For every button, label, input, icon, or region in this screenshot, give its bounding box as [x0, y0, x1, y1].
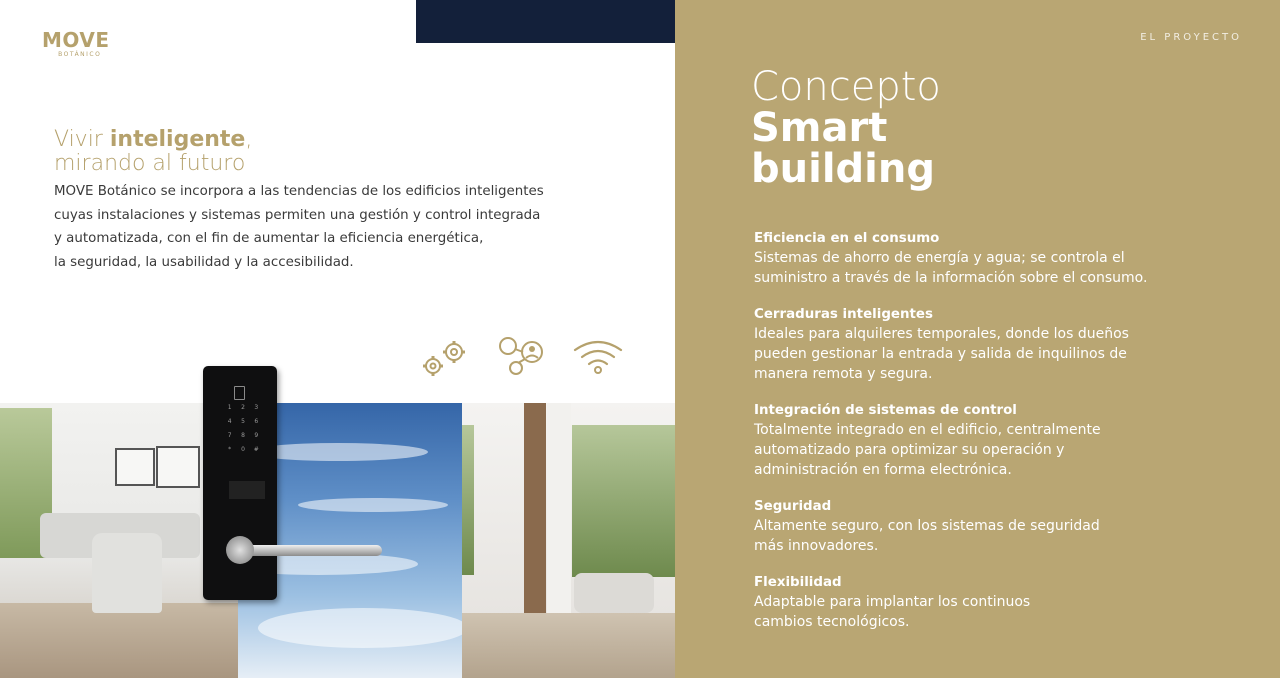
section-label: EL PROYECTO — [1140, 32, 1242, 43]
feature-line: automatizado para optimizar su operación y — [754, 442, 1065, 458]
intro-line: cuyas instalaciones y sistemas permiten una gestión y control integrada — [54, 207, 541, 223]
keypad-key: 2 — [241, 404, 245, 411]
feature-line: Sistemas de ahorro de energía y agua; se controla el — [754, 250, 1125, 266]
lock-display — [229, 481, 265, 499]
hallway-photo — [462, 403, 675, 678]
feature-line: Altamente seguro, con los sistemas de seguridad — [754, 518, 1100, 534]
keypad-key: 0 — [241, 446, 245, 453]
keypad-key: 9 — [254, 432, 259, 439]
floor — [0, 603, 240, 678]
feature-item — [754, 230, 1254, 288]
lock-handle-base — [226, 536, 254, 564]
cloud — [258, 608, 462, 648]
intro-line: la seguridad, la usabilidad y la accesibilidad. — [54, 254, 354, 270]
feature-line: más innovadores. — [754, 538, 879, 554]
headline-line2: mirando al futuro — [54, 151, 246, 176]
gears-icon — [418, 340, 470, 376]
wall-frame — [115, 448, 155, 486]
keypad-key: 8 — [241, 432, 245, 439]
chair — [92, 533, 162, 613]
page-title-line3: building — [751, 146, 935, 192]
logo-sub-text: BOTÁNICO — [58, 51, 102, 58]
feature-list — [754, 230, 1254, 650]
keypad-key: 4 — [227, 418, 232, 425]
card-sensor-icon — [234, 386, 245, 400]
feature-line: administración en forma electrónica. — [754, 462, 1012, 478]
brand-logo[interactable] — [42, 29, 110, 59]
intro-paragraph — [54, 180, 654, 274]
navy-accent-bar — [416, 0, 675, 43]
intro-line: MOVE Botánico se incorpora a las tendencias de los edificios inteligentes — [54, 184, 544, 199]
feature-item — [754, 306, 1254, 384]
headline-post: , — [245, 127, 253, 152]
keypad-key: 7 — [227, 432, 232, 439]
wall-frame — [156, 446, 200, 488]
floor — [462, 613, 675, 678]
feature-title: Seguridad — [754, 499, 832, 514]
chair — [574, 573, 654, 613]
lock-keypad — [223, 404, 263, 453]
feature-item — [754, 574, 1254, 632]
keypad-key: * — [228, 446, 232, 453]
feature-item — [754, 402, 1254, 480]
feature-title: Integración de sistemas de control — [754, 403, 1017, 418]
keypad-key: # — [253, 446, 259, 453]
feature-line: pueden gestionar la entrada y salida de inquilinos de — [754, 346, 1127, 362]
feature-line: Totalmente integrado en el edificio, centralmente — [754, 422, 1101, 438]
page-title-bold — [751, 105, 935, 192]
lock-handle — [240, 545, 382, 556]
logo-main-text: MOVE — [42, 28, 110, 52]
feature-line: Adaptable para implantar los continuos — [754, 594, 1031, 610]
page-title-line2: Smart — [751, 105, 888, 151]
side-window — [462, 425, 474, 575]
feature-line: manera remota y segura. — [754, 366, 933, 382]
feature-title: Eficiencia en el consumo — [754, 231, 940, 246]
wifi-icon — [572, 338, 624, 374]
keypad-key: 5 — [241, 418, 245, 425]
right-panel — [675, 0, 1280, 678]
cloud — [298, 498, 448, 512]
feature-line: suministro a través de la información sobre el consumo. — [754, 270, 1148, 286]
headline-bold: inteligente — [109, 127, 246, 152]
feature-line: cambios tecnológicos. — [754, 614, 910, 630]
page-title-line1: Concepto — [751, 64, 941, 110]
feature-item — [754, 498, 1254, 556]
keypad-key: 3 — [254, 404, 259, 411]
garden-window — [572, 425, 675, 577]
keypad-key: 6 — [254, 418, 259, 425]
feature-title: Cerraduras inteligentes — [754, 307, 933, 322]
headline-pre: Vivir — [54, 127, 110, 152]
interior-photo-collage — [0, 403, 675, 678]
feature-line: Ideales para alquileres temporales, donde los dueños — [754, 326, 1129, 342]
connected-users-icon — [496, 336, 548, 376]
intro-line: y automatizada, con el fin de aumentar la eficiencia energética, — [54, 231, 484, 246]
smart-lock-device — [203, 366, 277, 600]
keypad-key: 1 — [227, 404, 232, 411]
feature-title: Flexibilidad — [754, 575, 842, 590]
headline — [54, 128, 252, 176]
